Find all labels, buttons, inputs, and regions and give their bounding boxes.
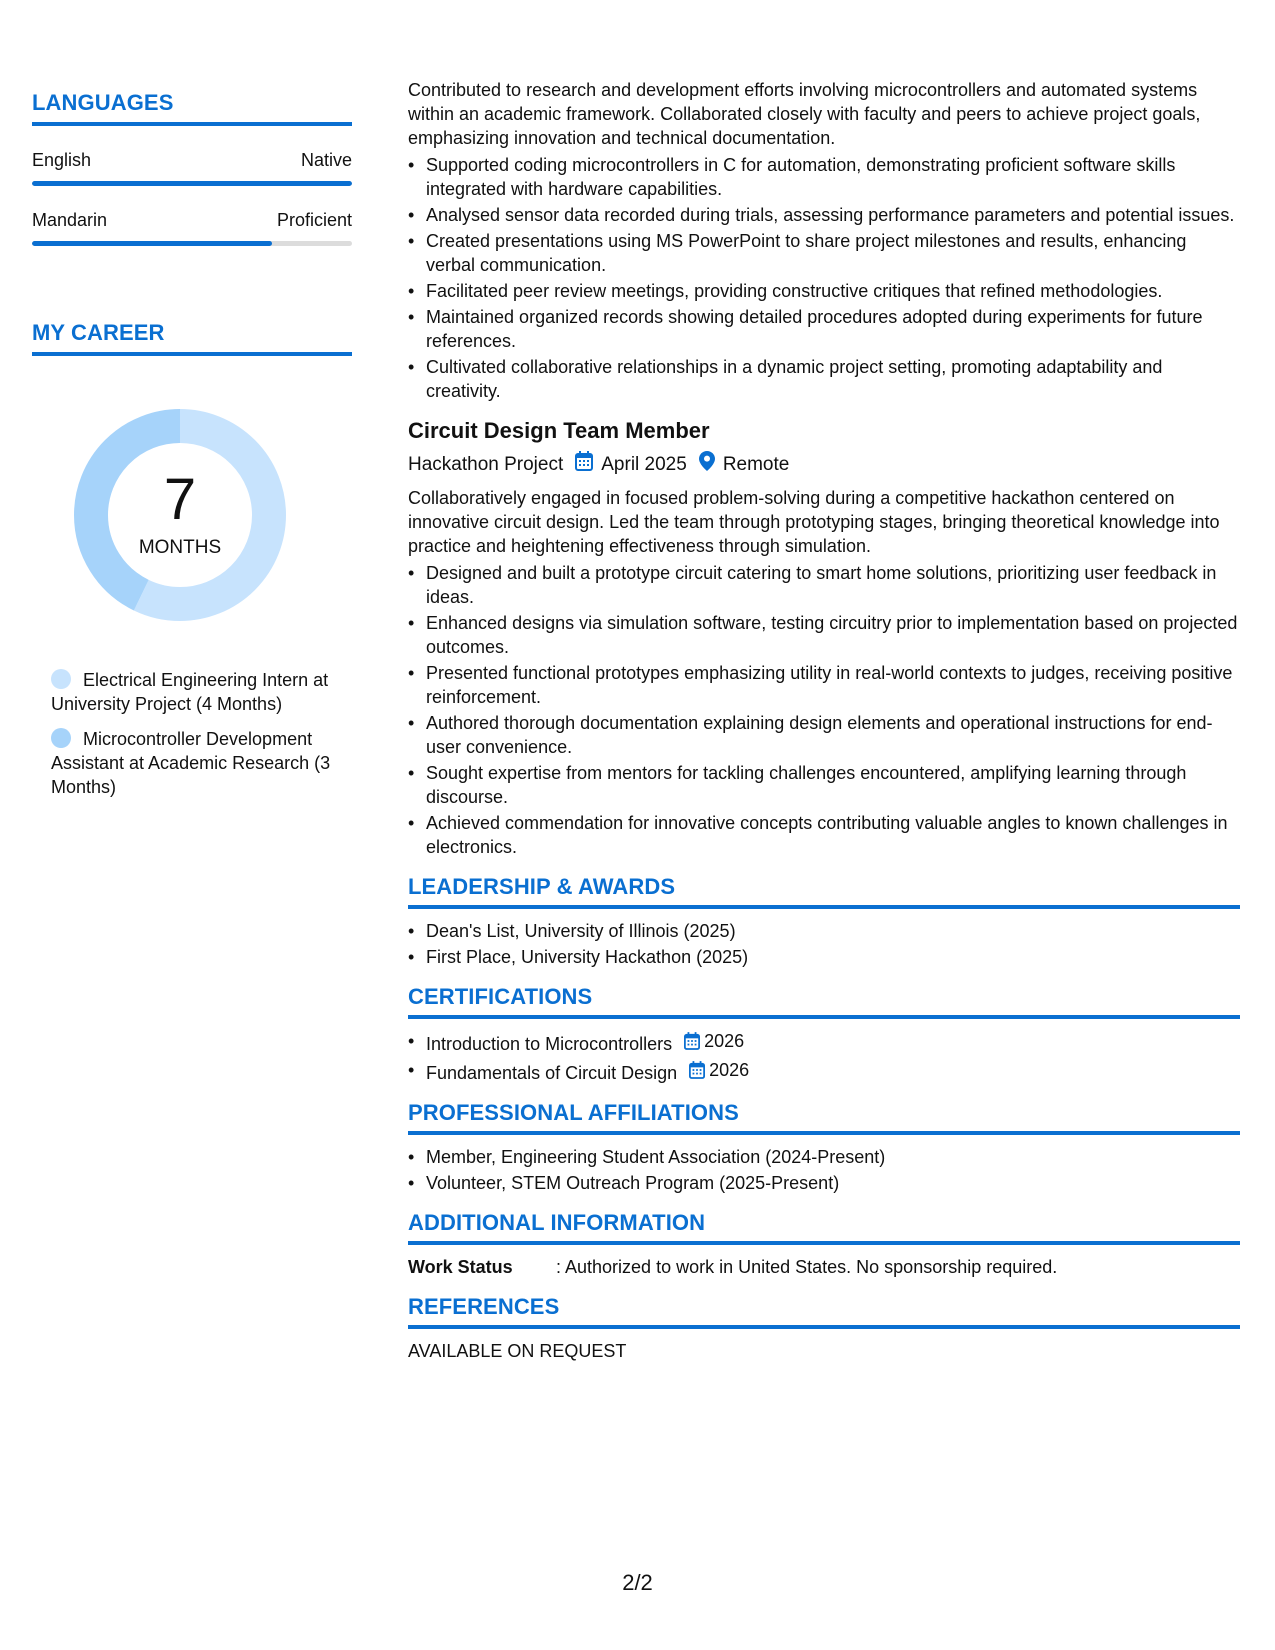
language-item [32, 150, 352, 186]
job-bullet: • Analysed sensor data recorded during trials, assessing performance parameters and potential issues. [408, 203, 1240, 227]
left-column [32, 90, 352, 810]
work-status-label: Work Status [408, 1257, 513, 1277]
job-bullet: • Authored thorough documentation explaining design elements and operational instructions for end-user convenience. [408, 711, 1240, 759]
additional-info-heading: ADDITIONAL INFORMATION [408, 1211, 1240, 1245]
language-name: Mandarin [32, 210, 108, 230]
references-text: AVAILABLE ON REQUEST [408, 1341, 627, 1361]
career-legend [51, 668, 341, 799]
calendar-icon [684, 1032, 700, 1050]
legend-label: Electrical Engineering Intern at University Project (4 Months) [51, 670, 329, 714]
legend-dot [51, 669, 71, 689]
leadership-heading: LEADERSHIP & AWARDS [408, 875, 1240, 909]
certifications-list [408, 1029, 1240, 1085]
language-level-bar [32, 181, 352, 186]
certifications-section [408, 985, 1240, 1085]
affiliation-item: • Volunteer, STEM Outreach Program (2025-Present) [408, 1171, 1240, 1195]
job-date: April 2025 [601, 453, 687, 475]
leadership-section [408, 875, 1240, 969]
job-title: Circuit Design Team Member [408, 418, 710, 443]
job-description: Contributed to research and development efforts involving microcontrollers and automated systems within an academic framework. Collaborated closely with faculty and peers to achieve project goals, emphasizing innovation and technical documentation. [408, 80, 1201, 148]
legend-label: Microcontroller Development Assistant at Academic Research (3 Months) [51, 729, 331, 797]
language-level-bar [32, 241, 352, 246]
additional-info-section [408, 1211, 1240, 1279]
career-legend-item [51, 727, 341, 799]
work-status-row [408, 1255, 1240, 1279]
job-bullet: • Cultivated collaborative relationships in a dynamic project setting, promoting adaptability and creativity. [408, 355, 1240, 403]
language-level: Proficient [276, 210, 352, 230]
language-level-fill [32, 241, 272, 246]
job-bullet: • Presented functional prototypes emphasizing utility in real-world contexts to judges, receiving positive reinforcement. [408, 661, 1240, 709]
career-heading: MY CAREER [32, 320, 352, 356]
leadership-list [408, 919, 1240, 969]
affiliations-section [408, 1101, 1240, 1195]
certification-name: Fundamentals of Circuit Design [426, 1063, 678, 1083]
location-pin-icon [699, 451, 715, 478]
career-total-months: 7 [163, 467, 197, 532]
job-bullet: • Enhanced designs via simulation software, testing circuitry prior to implementation based on projected outcomes. [408, 611, 1240, 659]
affiliations-heading: PROFESSIONAL AFFILIATIONS [408, 1101, 1240, 1135]
career-donut-chart [65, 400, 295, 630]
job-bullet: • Maintained organized records showing detailed procedures adopted during experiments for future references. [408, 305, 1240, 353]
job-bullets [408, 153, 1240, 403]
job-bullets [408, 561, 1240, 859]
job-bullet: • Designed and built a prototype circuit catering to smart home solutions, prioritizing user feedback in ideas. [408, 561, 1240, 609]
certification-item [408, 1029, 1240, 1056]
certification-year: 2026 [704, 1031, 745, 1051]
language-name: English [32, 150, 92, 170]
leadership-item: • First Place, University Hackathon (2025) [408, 945, 1240, 969]
career-total-unit: MONTHS [138, 537, 222, 558]
job-bullet: • Created presentations using MS PowerPoint to share project milestones and results, enhancing verbal communication. [408, 229, 1240, 277]
languages-heading: LANGUAGES [32, 90, 352, 126]
job-bullet: • Sought expertise from mentors for tackling challenges encountered, amplifying learning through discourse. [408, 761, 1240, 809]
references-section [408, 1295, 1240, 1363]
job-location: Remote [722, 453, 790, 475]
calendar-icon [689, 1061, 705, 1079]
affiliation-item: • Member, Engineering Student Association (2024-Present) [408, 1145, 1240, 1169]
legend-dot [51, 728, 71, 748]
certification-year: 2026 [709, 1060, 750, 1080]
references-heading: REFERENCES [408, 1295, 1240, 1329]
leadership-item: • Dean's List, University of Illinois (2025) [408, 919, 1240, 943]
career-legend-item [51, 668, 341, 716]
language-item [32, 210, 352, 246]
right-column [408, 78, 1240, 1363]
job-company: Hackathon Project [408, 453, 564, 475]
page-number: 2/2 [622, 1570, 653, 1595]
job-description: Collaboratively engaged in focused problem-solving during a competitive hackathon centered on innovative circuit design. Led the team through prototyping stages, bringing theoretical knowledge into practice and heightening effectiveness through simulation. [408, 488, 1220, 556]
job-bullet: • Achieved commendation for innovative concepts contributing valuable angles to known challenges in electronics. [408, 811, 1240, 859]
calendar-icon [575, 451, 593, 478]
affiliations-list [408, 1145, 1240, 1195]
certifications-heading: CERTIFICATIONS [408, 985, 1240, 1019]
language-level-fill [32, 181, 352, 186]
donut-center [65, 400, 295, 630]
certification-name: Introduction to Microcontrollers [426, 1034, 673, 1054]
job-meta [408, 451, 1240, 478]
language-level: Native [300, 150, 352, 170]
certification-item [408, 1058, 1240, 1085]
job-bullet: • Facilitated peer review meetings, providing constructive critiques that refined methodologies. [408, 279, 1240, 303]
work-status-value: : Authorized to work in United States. No sponsorship required. [556, 1257, 1058, 1277]
job-bullet: • Supported coding microcontrollers in C for automation, demonstrating proficient software skills integrated with hardware capabilities. [408, 153, 1240, 201]
